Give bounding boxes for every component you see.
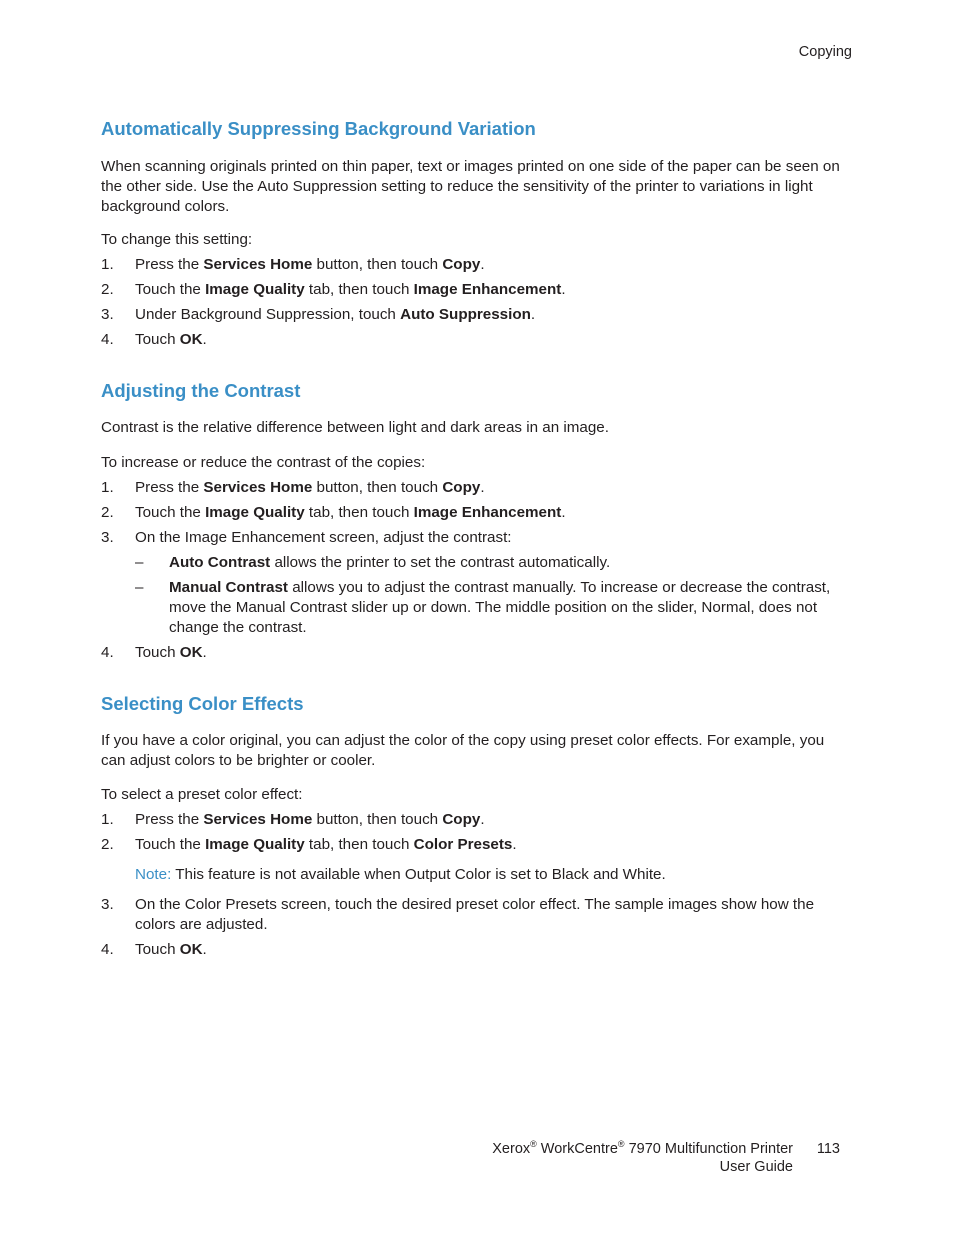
sub-item-text: Manual Contrast allows you to adjust the contrast manually. To increase or decrease the contrast, move the Manual Contrast slider up or down. The middle position on the slider, Normal, does not change the contrast.	[169, 579, 831, 636]
sub-item-text: Auto Contrast allows the printer to set the contrast automatically.	[169, 554, 611, 571]
step-text: Touch OK.	[135, 644, 207, 661]
step-text: Touch the Image Quality tab, then touch Image Enhancement.	[135, 504, 566, 521]
section-intro: Contrast is the relative difference between light and dark areas in an image.	[101, 419, 609, 436]
page-number: 113	[816, 1141, 840, 1157]
step-number: 4.	[101, 941, 114, 958]
note-label: Note:	[135, 866, 172, 883]
step-number: 1.	[101, 256, 114, 273]
procedure-lead: To change this setting:	[101, 231, 253, 248]
footer-product-name: Xerox® WorkCentre® 7970 Multifunction Printer	[492, 1139, 793, 1157]
step-number: 4.	[101, 644, 114, 661]
procedure-lead: To select a preset color effect:	[101, 786, 303, 803]
step-number: 2.	[101, 836, 114, 853]
note	[135, 865, 851, 885]
step-text: Touch the Image Quality tab, then touch Color Presets.	[135, 836, 517, 853]
step-text: Press the Services Home button, then touch Copy.	[135, 479, 485, 496]
step-number: 3.	[101, 896, 114, 913]
step-text: Under Background Suppression, touch Auto Suppression.	[135, 306, 536, 323]
step-text: On the Color Presets screen, touch the desired preset color effect. The sample images show how the colors are adjusted.	[135, 896, 815, 933]
step-number: 4.	[101, 331, 114, 348]
step-text: Touch OK.	[135, 331, 207, 348]
note-text: This feature is not available when Output Color is set to Black and White.	[171, 866, 666, 883]
section-intro: When scanning originals printed on thin paper, text or images printed on one side of the paper can be seen on the other side. Use the Auto Suppression setting to reduce the sensitivity of the printer to variations in light background colors.	[101, 158, 840, 215]
step-text: Touch the Image Quality tab, then touch Image Enhancement.	[135, 281, 566, 298]
section-intro: If you have a color original, you can adjust the color of the copy using preset color effects. For example, you can adjust colors to be brighter or cooler.	[101, 732, 825, 769]
section-heading-color-effects: Selecting Color Effects	[101, 693, 304, 714]
section-heading-contrast: Adjusting the Contrast	[101, 380, 301, 401]
step-number: 1.	[101, 811, 114, 828]
step-number: 2.	[101, 281, 114, 298]
step-text: Press the Services Home button, then touch Copy.	[135, 256, 485, 273]
dash-bullet: –	[135, 554, 144, 571]
dash-bullet: –	[135, 579, 144, 596]
footer-guide-title: User Guide	[719, 1159, 793, 1175]
procedure-lead: To increase or reduce the contrast of the copies:	[101, 454, 426, 471]
section-heading-background-suppression: Automatically Suppressing Background Variation	[101, 118, 536, 139]
step-text: Touch OK.	[135, 941, 207, 958]
running-head: Copying	[798, 44, 852, 60]
step-number: 3.	[101, 529, 114, 546]
step-number: 2.	[101, 504, 114, 521]
step-text: Press the Services Home button, then touch Copy.	[135, 811, 485, 828]
step-text: On the Image Enhancement screen, adjust the contrast:	[135, 529, 512, 546]
step-number: 3.	[101, 306, 114, 323]
step-number: 1.	[101, 479, 114, 496]
